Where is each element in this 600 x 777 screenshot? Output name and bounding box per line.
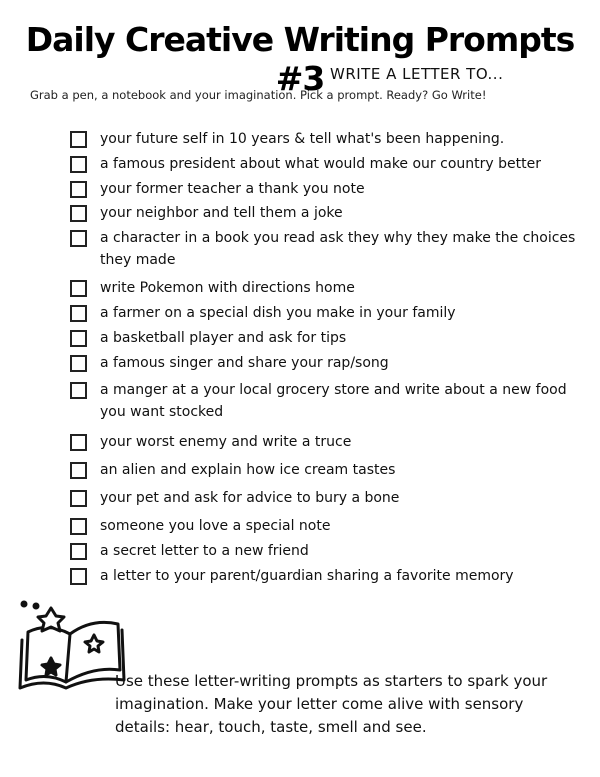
prompt-text: write Pokemon with directions home xyxy=(100,280,355,296)
prompt-checkbox[interactable] xyxy=(70,305,87,322)
prompt-item xyxy=(70,330,590,349)
prompt-item xyxy=(70,568,590,587)
prompt-checkbox[interactable] xyxy=(70,568,87,585)
prompt-text: a famous singer and share your rap/song xyxy=(100,355,389,371)
prompt-checkbox[interactable] xyxy=(70,518,87,535)
prompt-text: a famous president about what would make our country better xyxy=(100,156,541,172)
prompt-text: a secret letter to a new friend xyxy=(100,543,309,559)
prompt-item xyxy=(70,543,590,562)
prompt-checkbox[interactable] xyxy=(70,205,87,222)
prompt-item xyxy=(70,305,590,324)
prompt-checkbox[interactable] xyxy=(70,131,87,148)
prompt-checkbox[interactable] xyxy=(70,181,87,198)
prompt-item xyxy=(70,434,590,453)
prompt-item xyxy=(70,230,590,271)
prompt-item xyxy=(70,382,590,423)
prompt-text: a character in a book you read ask they why they make the choices they made xyxy=(100,230,576,268)
prompt-checkbox[interactable] xyxy=(70,280,87,297)
page-title: Daily Creative Writing Prompts #3 xyxy=(25,20,575,98)
prompt-text: a basketball player and ask for tips xyxy=(100,330,347,346)
prompt-item xyxy=(70,518,590,537)
prompt-checkbox[interactable] xyxy=(70,490,87,507)
prompt-checkbox[interactable] xyxy=(70,382,87,399)
prompt-text: your former teacher a thank you note xyxy=(100,181,365,197)
prompt-checkbox[interactable] xyxy=(70,543,87,560)
prompt-text: an alien and explain how ice cream tastes xyxy=(100,462,396,478)
prompt-checkbox[interactable] xyxy=(70,330,87,347)
prompt-text: a farmer on a special dish you make in your family xyxy=(100,305,456,321)
prompt-text: your worst enemy and write a truce xyxy=(100,434,352,450)
prompt-item xyxy=(70,355,590,374)
prompt-text: your neighbor and tell them a joke xyxy=(100,205,343,221)
footer-note: Use these letter-writing prompts as starters to spark your imagination. Make your letter come alive with sensory details: hear, touch, taste, smell and see. xyxy=(115,672,548,736)
prompt-text: your pet and ask for advice to bury a bone xyxy=(100,490,400,506)
page-subtitle: WRITE A LETTER TO... xyxy=(330,65,504,83)
prompt-text: a manger at a your local grocery store and write about a new food you want stocked xyxy=(100,382,567,420)
prompt-item xyxy=(70,181,590,200)
prompt-item xyxy=(70,156,590,175)
prompt-checkbox[interactable] xyxy=(70,434,87,451)
prompt-item xyxy=(70,280,590,299)
prompt-item xyxy=(70,205,590,224)
prompt-text: someone you love a special note xyxy=(100,518,331,534)
prompt-checkbox[interactable] xyxy=(70,462,87,479)
prompt-text: a letter to your parent/guardian sharing a favorite memory xyxy=(100,568,514,584)
prompt-checkbox[interactable] xyxy=(70,156,87,173)
prompt-item xyxy=(70,490,590,509)
prompt-checkbox[interactable] xyxy=(70,230,87,247)
prompt-item xyxy=(70,462,590,481)
prompt-text: your future self in 10 years & tell what's been happening. xyxy=(100,131,505,147)
prompt-item xyxy=(70,131,590,150)
instructions-text: Grab a pen, a notebook and your imagination. Pick a prompt. Ready? Go Write! xyxy=(30,88,487,102)
prompt-checkbox[interactable] xyxy=(70,355,87,372)
